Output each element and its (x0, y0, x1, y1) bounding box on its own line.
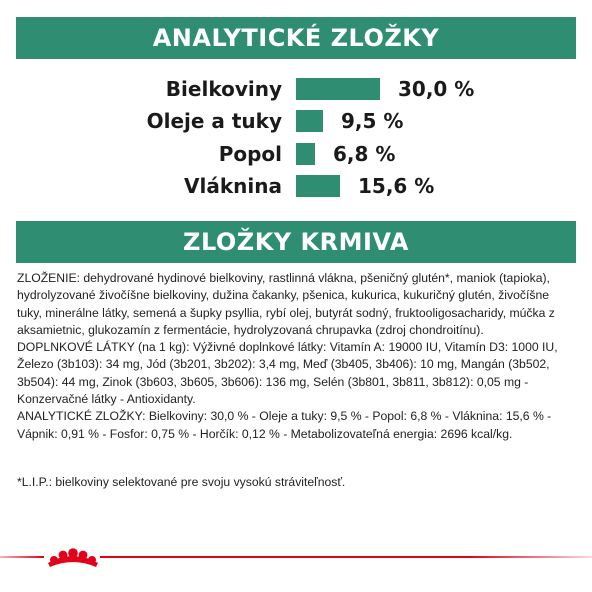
nutrient-row (0, 139, 592, 169)
nutrient-value: 6,8 % (333, 142, 396, 166)
nutrient-row (0, 171, 592, 201)
nutrient-label: Bielkoviny (165, 77, 282, 101)
footer-brand-line (0, 545, 592, 569)
nutrient-value: 15,6 % (358, 174, 435, 198)
nutrient-value: 30,0 % (398, 77, 475, 101)
footnote: *L.I.P.: bielkoviny selektované pre svoju vysokú stráviteľnosť. (17, 475, 346, 489)
additives-paragraph: DOPLNKOVÉ LÁTKY (na 1 kg): Výživné doplnkové látky: Vitamín A: 19000 IU, Vitamín D3: 1000 IU, Železo (3b103): 34 mg, Jód (3b201, 3b202): 3,4 mg, Meď (3b405, 3b406): 10 mg, Mangán (3b502, 3b504): 44 mg, Zinok (3b603, 3b605, 3b606): 136 mg, Selén (3b801, 3b811, 3b812): 0,05 mg - Konzervačné látky - Antioxidanty. (17, 340, 558, 407)
nutrient-value: 9,5 % (341, 109, 404, 133)
analytic-banner (16, 17, 576, 59)
composition-paragraph: ZLOŽENIE: dehydrované hydinové bielkoviny, rastlinná vlákna, pšeničný glutén*, maniok (tapioka), hydrolyzované živočíšne bielkoviny, dužina čakanky, pšenica, kukurica, kukuričný glutén, živočíšne tuky, minerálne látky, semená a šupky psyllia, rybí olej, butyrát sodný, fruktooligosacharidy, múčka z aksamietnic, glukozamín z fermentácie, hydrolyzovaná chrupavka (zdroj chondroitínu). (17, 271, 555, 337)
analytic-title: ANALYTICKÉ ZLOŽKY (152, 24, 440, 52)
ingredients-banner (16, 221, 576, 263)
nutrient-row (0, 74, 592, 104)
nutrient-label: Popol (218, 142, 282, 166)
ingredients-text (17, 270, 577, 443)
nutrient-bar (296, 110, 323, 132)
nutrient-bar (296, 143, 315, 165)
nutrient-label: Oleje a tuky (146, 109, 282, 133)
ingredients-title: ZLOŽKY KRMIVA (183, 228, 409, 256)
nutrient-row (0, 106, 592, 136)
footer-line-right (100, 556, 592, 558)
nutrient-bar (296, 78, 380, 100)
nutrient-label: Vláknina (184, 174, 282, 198)
analytic-paragraph: ANALYTICKÉ ZLOŽKY: Bielkoviny: 30,0 % - Oleje a tuky: 9,5 % - Popol: 6,8 % - Vláknina: 15,6 % - Vápnik: 0,91 % - Fosfor: 0,75 % - Horčík: 0,12 % - Metabolizovateľná energia: 2696 kcal/kg. (17, 409, 552, 441)
royal-canin-crown-icon (48, 548, 98, 567)
nutrient-bar (296, 175, 340, 197)
footer-line-left (0, 556, 44, 558)
